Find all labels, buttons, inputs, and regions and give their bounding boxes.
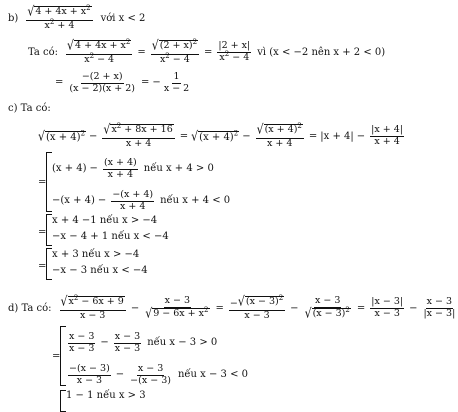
b-line-1 [8, 3, 146, 32]
b-line-2: Ta có: √ $4 + 4x + x^2$ $x^2 - 4$ = √ $(2 + x)^2$ $x^2 - 4$ = $\frac{|2 + x|}{x^2 - 4}$ vì (x < −2 nên x + 2 < 0) [28, 37, 386, 65]
b-fraction: √ $4 + 4x + x^2$ $x^2 + 4$ [27, 3, 91, 31]
d-label: d) Ta có: [8, 302, 52, 314]
c-case3b: −x − 3 nếu x < −4 [52, 265, 148, 276]
d-l1-frac-3: − √ $(x - 3)^2$ x − 3 [229, 293, 284, 321]
b-l2-frac-1: √ $4 + 4x + x^2$ $x^2 - 4$ [67, 37, 131, 65]
c-case2b: −x − 4 + 1 nếu x < −4 [52, 231, 169, 242]
c-case1a: (x + 4) − $\frac{(x + 4)}{x + 4}$ nếu x + 4 > 0 [52, 157, 214, 180]
c-case3a: x + 3 nếu x > −4 [52, 249, 140, 260]
c-line-1: √ $(x + 4)^2$ − √ $x^2 + 8x + 16$ x + 4 = √ $(x + 4)^2$ − √ $(x + 4)^2$ x + 4 = |x + 4| − $\frac{|x + 4|}{x + 4}$ [38, 121, 403, 149]
c-l1-frac-3: $\frac{|x + 4|}{x + 4}$ [371, 124, 403, 148]
d-l1-frac-4: x − 3 √ $(x - 3)^2$ [304, 295, 350, 322]
b-l2-frac-2: √ $(2 + x)^2$ $x^2 - 4$ [151, 37, 198, 65]
c-label: c) Ta có: [8, 103, 51, 114]
c-case2a: x + 4 −1 nếu x > −4 [52, 215, 158, 226]
d-line-1: d) Ta có: √ $x^2 - 6x + 9$ x − 3 − x − 3 √ $9 - 6x + x^2$ = − √ $(x - 3)^2$ x − 3 − x − 3 √ $(x - 3)^2$ = $\frac{|x - 3|}{x - 3}$ − $\frac{x - 3}{|x - 3|}$ [8, 293, 456, 322]
d-l1-frac-2: x − 3 √ $9 - 6x + x^2$ [145, 295, 209, 322]
d-case1b: $\frac{-(x - 3)}{x - 3}$ − $\frac{x - 3}{-(x - 3)}$ nếu x − 3 < 0 [69, 363, 249, 386]
d-l1-frac-6: $\frac{x - 3}{|x - 3|}$ [423, 296, 456, 320]
d-l1-frac-5: $\frac{|x - 3|}{x - 3}$ [371, 296, 404, 320]
b-line-3: = $\frac{-(2 + x)}{(x - 2)(x + 2)}$ = − $\frac{1}{x - 2}$ [55, 71, 190, 94]
c-eq-1: = [38, 177, 47, 188]
c-l1-frac-1: √ $x^2 + 8x + 16$ x + 4 [103, 121, 173, 149]
d-l1-frac-1: √ $x^2 - 6x + 9$ x − 3 [60, 293, 124, 321]
c-eq-2: = [38, 227, 47, 238]
c-case1b: −(x + 4) − $\frac{-(x + 4)}{x + 4}$ nếu x + 4 < 0 [52, 189, 231, 212]
b-taco: Ta có: [28, 46, 59, 58]
d-eq-1: = [52, 351, 61, 362]
b-l3-frac-1: $\frac{-(2 + x)}{(x - 2)(x + 2)}$ [69, 71, 136, 94]
b-l3-frac-2: $\frac{1}{x - 2}$ [163, 71, 190, 94]
b-label: b) [8, 12, 19, 24]
b-l2-frac-3: $\frac{|2 + x|}{x^2 - 4}$ [218, 40, 251, 64]
c-eq-3: = [38, 261, 47, 272]
c-l1-frac-2: √ $(x + 4)^2$ x + 4 [256, 121, 302, 149]
b-reason: vì (x < −2 nên x + 2 < 0) [257, 46, 386, 58]
d-case1a: $\frac{x - 3}{x - 3}$ − $\frac{x - 3}{x - 3}$ nếu x − 3 > 0 [69, 331, 218, 354]
b-condition: với x < 2 [100, 12, 146, 24]
d-case2a: 1 − 1 nếu x > 3 [66, 390, 146, 401]
